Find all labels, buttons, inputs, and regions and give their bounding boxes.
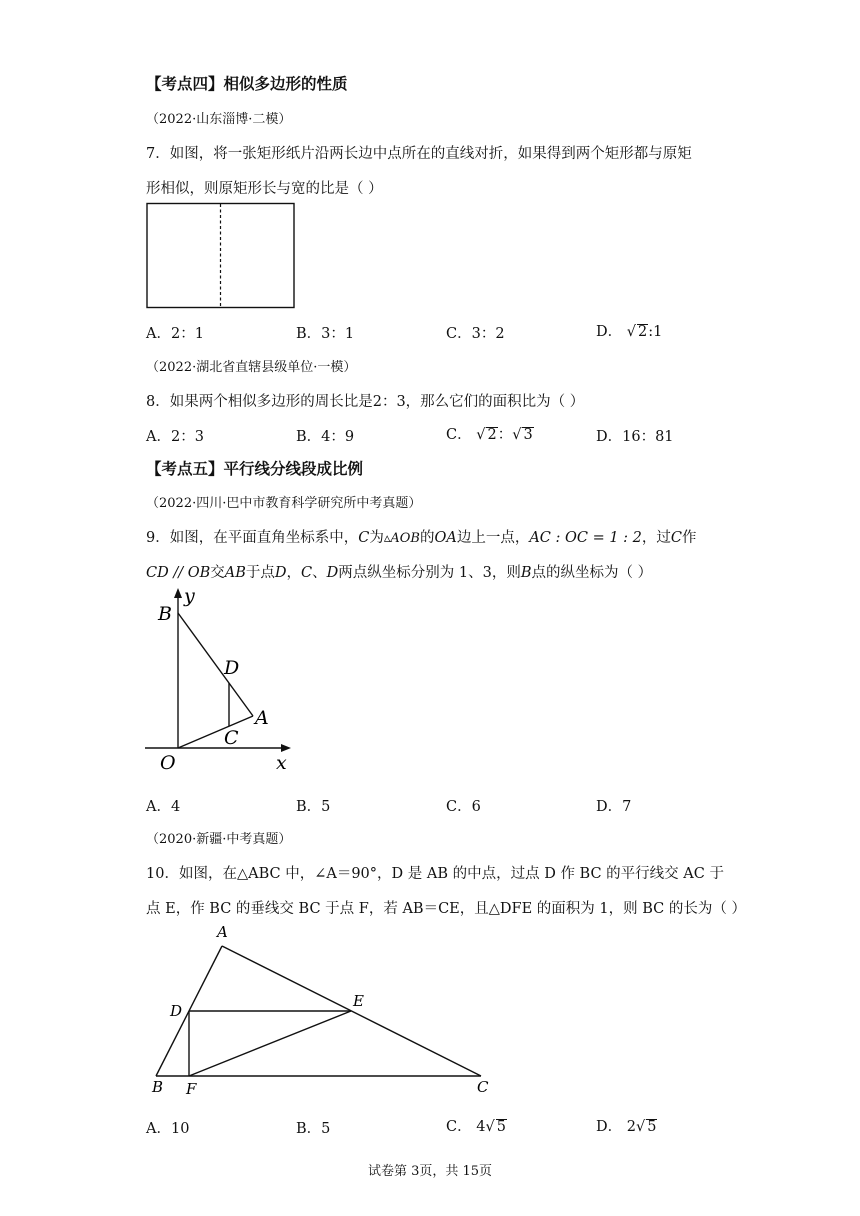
label-b: B (152, 1078, 164, 1096)
q10-option-d-radicand: 5 (647, 1119, 657, 1135)
x-axis-arrow-icon (281, 744, 291, 752)
radical-sign-icon: √ (512, 427, 522, 443)
q9-t2l: 点的纵坐标为（ ） (531, 565, 653, 581)
q9-t2a: CD // OB (146, 565, 211, 581)
q9-t1tri: ▵AOB (383, 531, 420, 546)
radical-sign-icon: √ (635, 1119, 646, 1135)
q9-t1e: OA (434, 530, 457, 546)
q9-coordinate-figure (140, 585, 310, 775)
label-d: D (170, 1002, 183, 1020)
q9-t2c: AB (224, 565, 246, 581)
q8-text: 8．如果两个相似多边形的周长比是2：3，那么它们的面积比为（ ） (146, 394, 585, 410)
q10-text-line1: 10．如图，在△ABC 中，∠A＝90°，D 是 AB 的中点，过点 D 作 BC 的平行线交 AC 于 (146, 866, 724, 882)
label-c: C (224, 727, 239, 749)
section-title-5: 【考点五】平行线分线段成比例 (146, 460, 364, 478)
q8-option-c-sep: ： (497, 427, 513, 443)
q7-option-d-prefix: D． (596, 324, 623, 340)
q9-t2i: D (326, 565, 339, 581)
radical-sign-icon: √ (626, 324, 636, 340)
q10-source: （2020·新疆·中考真题） (146, 832, 292, 847)
q9-t1f: 边上一点， (456, 530, 530, 546)
q10-option-c-coef: 4 (476, 1119, 486, 1135)
page-footer: 试卷第 3页，共 15页 (367, 1164, 493, 1179)
segment-fe (189, 1011, 351, 1076)
q8-option-c-radicand1: 2 (487, 427, 497, 443)
label-b: B (158, 603, 172, 625)
q7-source: （2022·山东淄博·二模） (146, 112, 292, 127)
q7-option-c[interactable]: C．3：2 (446, 326, 505, 342)
q7-option-d-tail: :1 (648, 324, 663, 340)
q9-t1a: 9．如图，在平面直角坐标系中， (146, 530, 359, 546)
q7-rectangle-figure (140, 196, 310, 316)
radical-sign-icon: √ (485, 1119, 495, 1135)
y-axis-arrow-icon (174, 588, 182, 598)
q7-option-b[interactable]: B．3：1 (296, 326, 355, 342)
label-a: A (217, 923, 228, 941)
q9-t1h: ，过 (641, 530, 671, 546)
q9-t1d: 的 (419, 530, 435, 546)
label-c: C (477, 1078, 489, 1096)
q9-t1i: C (670, 530, 683, 546)
q10-option-c-radicand: 5 (496, 1119, 506, 1135)
q10-option-d[interactable] (596, 1115, 657, 1136)
radical-sign-icon: √ (476, 427, 486, 443)
q9-t2k: B (520, 565, 532, 581)
q9-t2j: 两点纵坐标分别为 1、3，则 (338, 565, 521, 581)
q10-option-d-coef: 2 (626, 1119, 636, 1135)
q9-option-c[interactable]: C．6 (446, 799, 481, 815)
q10-option-b[interactable]: B．5 (296, 1121, 331, 1137)
q9-text-line1 (146, 526, 697, 547)
q10-option-c[interactable] (446, 1115, 507, 1136)
label-e: E (353, 992, 364, 1010)
q7-option-d-radicand: 2 (638, 324, 648, 340)
section-title-4: 【考点四】相似多边形的性质 (146, 75, 348, 93)
q9-t2b: 交 (210, 565, 225, 581)
q8-option-c[interactable] (446, 423, 534, 444)
q8-option-d[interactable]: D．16：81 (596, 429, 674, 445)
q9-source: （2022·四川·巴中市教育科学研究所中考真题） (146, 496, 422, 511)
q8-option-b[interactable]: B．4：9 (296, 429, 355, 445)
q9-t1c: 为 (369, 530, 384, 546)
q7-option-d[interactable] (596, 320, 662, 341)
q8-source: （2022·湖北省直辖县级单位·一模） (146, 360, 357, 375)
label-o: O (160, 752, 176, 774)
label-f: F (186, 1080, 197, 1098)
label-y: y (184, 585, 195, 607)
label-a: A (255, 707, 269, 729)
q8-option-c-prefix: C． (446, 427, 472, 443)
q9-t2g: C (301, 565, 313, 581)
segment-ab (178, 613, 253, 716)
label-d: D (224, 657, 240, 679)
q8-option-a[interactable]: A．2：3 (146, 429, 204, 445)
q9-t1b: C (358, 530, 370, 546)
q10-triangle-figure (140, 918, 500, 1103)
q9-t2d: 于点 (245, 565, 275, 581)
q9-t1g: AC : OC = 1 : 2 (529, 530, 642, 546)
label-x: x (276, 752, 287, 774)
q9-t1j: 作 (682, 530, 697, 546)
segment-oa (178, 716, 253, 748)
q7-text-line1: 7．如图，将一张矩形纸片沿两长边中点所在的直线对折，如果得到两个矩形都与原矩 (146, 146, 692, 162)
q10-option-a[interactable]: A．10 (146, 1121, 190, 1137)
q9-option-a[interactable]: A．4 (146, 799, 181, 815)
q7-option-a[interactable]: A．2：1 (146, 326, 204, 342)
q10-option-c-prefix: C． (446, 1119, 472, 1135)
q9-t2e: D (274, 565, 287, 581)
q10-option-d-prefix: D． (596, 1119, 623, 1135)
q10-text-line2: 点 E，作 BC 的垂线交 BC 于点 F，若 AB＝CE，且△DFE 的面积为 1，则 BC 的长为（ ） (146, 901, 746, 917)
q9-t2h: 、 (312, 565, 327, 581)
q9-text-line2 (146, 561, 652, 582)
q9-option-d[interactable]: D．7 (596, 799, 632, 815)
q9-option-b[interactable]: B．5 (296, 799, 331, 815)
q7-text-line2: 形相似，则原矩形长与宽的比是（ ） (146, 181, 383, 197)
q9-t2f: ， (286, 565, 302, 581)
q8-option-c-radicand2: 3 (523, 427, 533, 443)
